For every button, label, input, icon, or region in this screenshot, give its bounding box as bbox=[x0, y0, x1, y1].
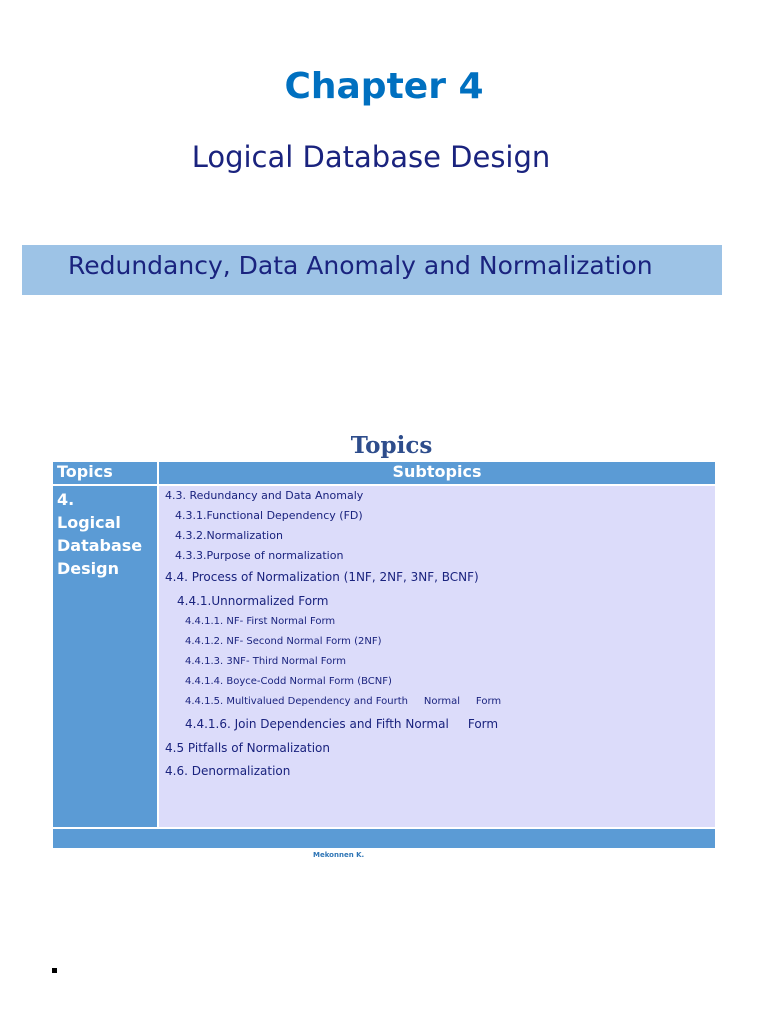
header-topics-label: Topics bbox=[57, 462, 113, 481]
banner-text: Redundancy, Data Anomaly and Normalization bbox=[68, 251, 653, 280]
subtopic-item: 4.3. Redundancy and Data Anomaly bbox=[165, 489, 364, 502]
topic-cell bbox=[53, 486, 157, 827]
footer-author: Mekonnen K. bbox=[313, 851, 365, 859]
topic-word-design: Design bbox=[57, 559, 119, 578]
header-subtopics-label: Subtopics bbox=[392, 462, 482, 481]
subtopics-cell bbox=[159, 486, 715, 827]
subtopic-item: 4.4.1.5. Multivalued Dependency and Fourth Normal Form bbox=[185, 696, 502, 707]
subtopic-item: 4.4. Process of Normalization (1NF, 2NF, 3NF, BCNF) bbox=[165, 570, 479, 584]
subtopic-item: 4.4.1.1. NF- First Normal Form bbox=[185, 616, 336, 627]
subtopic-item: 4.6. Denormalization bbox=[165, 764, 291, 778]
section-banner bbox=[22, 245, 722, 295]
topic-text bbox=[57, 488, 155, 580]
subtopic-item: 4.4.1.2. NF- Second Normal Form (2NF) bbox=[185, 636, 382, 647]
page-subtitle: Logical Database Design bbox=[191, 140, 551, 174]
topic-word-database: Database bbox=[57, 536, 143, 555]
subtopic-item: 4.3.1.Functional Dependency (FD) bbox=[175, 509, 363, 522]
subtopic-item: 4.3.2.Normalization bbox=[175, 529, 283, 542]
table-footer-band bbox=[53, 829, 715, 848]
header-subtopics-cell bbox=[159, 462, 715, 484]
header-topics-cell bbox=[53, 462, 157, 484]
topic-word-logical: Logical bbox=[57, 513, 121, 532]
subtopic-item: 4.4.1.4. Boyce-Codd Normal Form (BCNF) bbox=[185, 676, 392, 687]
subtopic-item: 4.4.1.Unnormalized Form bbox=[177, 594, 329, 608]
bullet-mark bbox=[52, 968, 57, 973]
subtopic-item: 4.5 Pitfalls of Normalization bbox=[165, 741, 330, 755]
subtopic-item: 4.4.1.6. Join Dependencies and Fifth Normal Form bbox=[185, 717, 499, 731]
topics-heading: Topics bbox=[350, 432, 433, 459]
topics-table bbox=[53, 462, 715, 848]
topic-number: 4. bbox=[57, 490, 75, 509]
subtopic-item: 4.3.3.Purpose of normalization bbox=[175, 549, 344, 562]
chapter-title: Chapter 4 bbox=[284, 66, 484, 107]
subtopic-item: 4.4.1.3. 3NF- Third Normal Form bbox=[185, 656, 346, 667]
